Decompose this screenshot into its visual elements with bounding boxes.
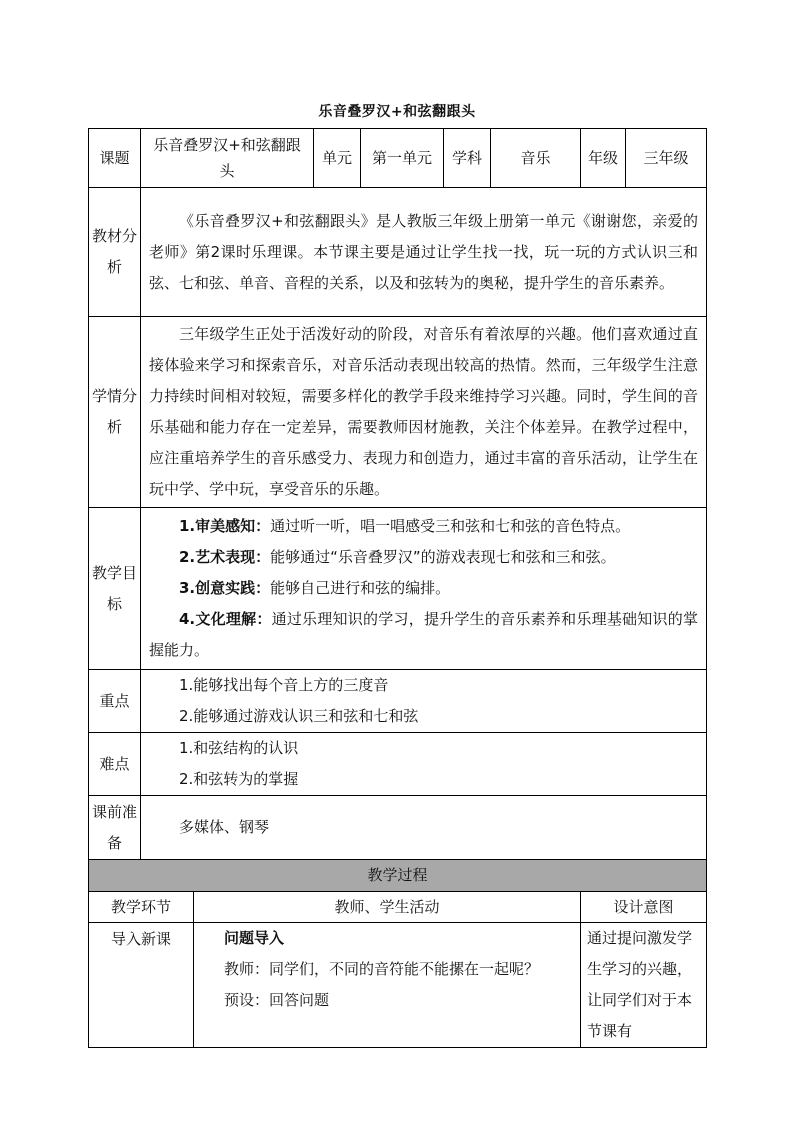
key-points-content (141, 670, 707, 733)
objective-body: 通过听一听，唱一唱感受三和弦和七和弦的音色特点。 (270, 517, 631, 535)
process-header-row (89, 892, 707, 923)
preparation-label: 课前准备 (89, 796, 141, 860)
grade-label: 年级 (581, 129, 626, 188)
objectives-row (89, 508, 707, 670)
process-col-intent: 设计意图 (581, 892, 707, 923)
process-intent: 通过提问激发学生学习的兴趣，让同学们对于本节课有 (581, 923, 707, 1048)
process-col-stage: 教学环节 (89, 892, 194, 923)
objective-item (149, 604, 698, 666)
difficulties-label: 难点 (89, 733, 141, 796)
student-analysis-text: 三年级学生正处于活泼好动的阶段，对音乐有着浓厚的兴趣。他们喜欢通过直接体验来学习和探索音乐，对音乐活动表现出较高的热情。然而，三年级学生注意力持续时间相对较短，需要多样化的教学手段来维持学习兴趣。同时，学生间的音乐基础和能力存在一定差异，需要教师因材施教，关注个体差异。在教学过程中，应注重培养学生的音乐感受力、表现力和创造力，通过丰富的音乐活动，让学生在玩中学、学中玩，享受音乐的乐趣。 (141, 317, 707, 508)
objective-body: 通过乐理知识的学习，提升学生的音乐素养和乐理基础知识的掌握能力。 (149, 610, 699, 659)
document-title: 乐音叠罗汉+和弦翻跟头 (318, 104, 476, 120)
textbook-analysis-text: 《乐音叠罗汉+和弦翻跟头》是人教版三年级上册第一单元《谢谢您，亲爱的老师》第2课时乐理课。本节课主要是通过让学生找一找，玩一玩的方式认识三和弦、七和弦、单音、音程的关系，以及和弦转为的奥秘，提升学生的音乐素养。 (141, 188, 707, 317)
objective-item (149, 511, 698, 542)
process-activity (194, 923, 581, 1048)
difficulty-item: 1.和弦结构的认识 (179, 739, 299, 757)
preparation-text: 多媒体、钢琴 (179, 818, 270, 836)
objective-head: 1.审美感知： (179, 517, 271, 535)
textbook-analysis-row (89, 188, 707, 317)
subject-label: 学科 (444, 129, 491, 188)
objective-body: 能够自己进行和弦的编排。 (270, 579, 451, 597)
subject-value: 音乐 (491, 129, 581, 188)
objective-item (149, 542, 698, 573)
activity-line: 预设：回答问题 (224, 991, 330, 1009)
objective-item (149, 573, 698, 604)
student-analysis-row (89, 317, 707, 508)
process-row (89, 923, 707, 1048)
difficulty-item: 2.和弦转为的掌握 (179, 770, 299, 788)
objectives-label: 教学目标 (89, 508, 141, 670)
header-row (89, 129, 707, 188)
difficulties-row (89, 733, 707, 796)
textbook-analysis-label: 教材分析 (89, 188, 141, 317)
unit-label: 单元 (314, 129, 361, 188)
difficulties-content (141, 733, 707, 796)
process-stage: 导入新课 (89, 923, 194, 1048)
grade-value: 三年级 (626, 129, 707, 188)
objectives-content (141, 508, 707, 670)
activity-line: 教师：同学们，不同的音符能不能摞在一起呢？ (224, 960, 540, 978)
objective-head: 3.创意实践： (179, 579, 271, 597)
process-section-row (89, 860, 707, 892)
objective-body: 能够通过“乐音叠罗汉”的游戏表现七和弦和三和弦。 (270, 548, 616, 566)
topic-label: 课题 (89, 129, 141, 188)
key-point-item: 1.能够找出每个音上方的三度音 (179, 676, 389, 694)
student-analysis-label: 学情分析 (89, 317, 141, 508)
process-col-activity: 教师、学生活动 (194, 892, 581, 923)
process-section-title: 教学过程 (89, 860, 707, 892)
topic-value: 乐音叠罗汉+和弦翻跟头 (141, 129, 314, 188)
key-points-label: 重点 (89, 670, 141, 733)
activity-heading: 问题导入 (224, 929, 285, 947)
unit-value: 第一单元 (361, 129, 444, 188)
objective-head: 4.文化理解： (179, 610, 272, 628)
preparation-content (141, 796, 707, 860)
lesson-plan-table (88, 128, 707, 1048)
preparation-row (89, 796, 707, 860)
key-points-row (89, 670, 707, 733)
key-point-item: 2.能够通过游戏认识三和弦和七和弦 (179, 707, 419, 725)
objective-head: 2.艺术表现： (179, 548, 271, 566)
